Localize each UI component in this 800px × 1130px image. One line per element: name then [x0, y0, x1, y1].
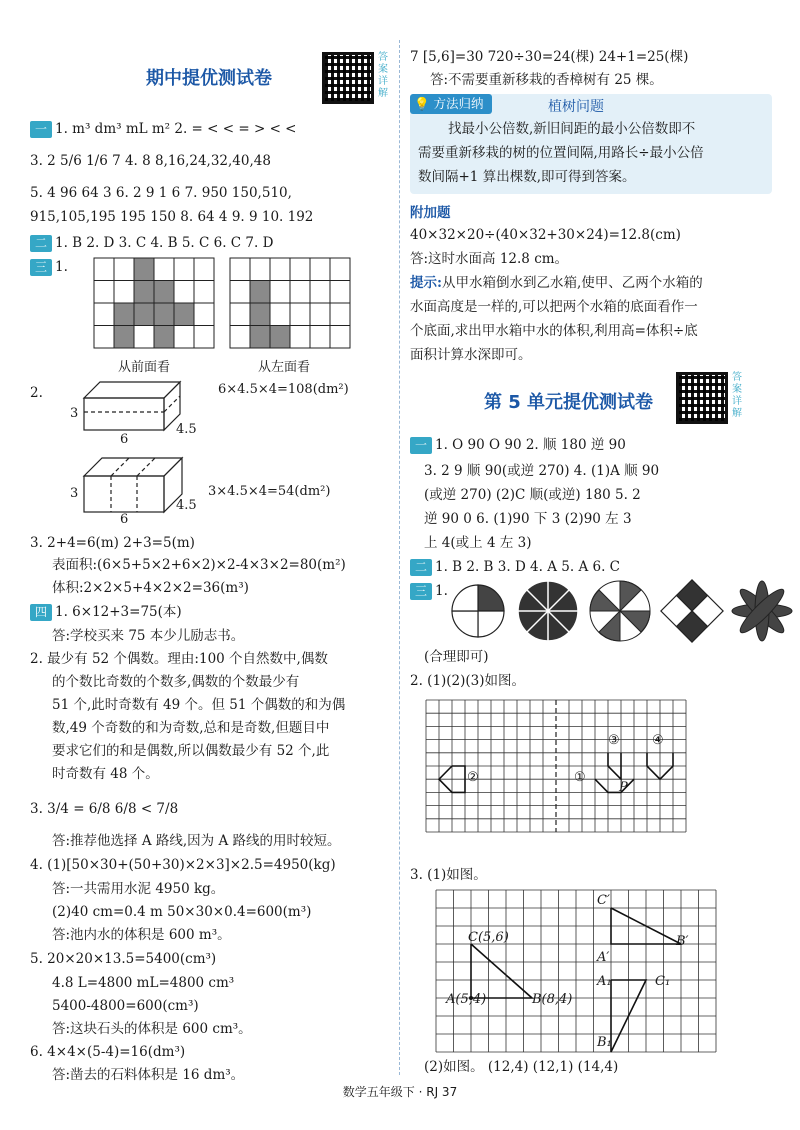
q3-line1: 3. 2+4=6(m) 2+3=5(m) — [30, 535, 195, 551]
qr-code — [322, 52, 374, 104]
left-view-caption: 从左面看 — [258, 360, 311, 375]
s4-line10: 答:推荐他选择 A 路线,因为 A 路线的用时较短。 — [52, 833, 341, 849]
cuboid-2-formula: 3×4.5×4=54(dm²) — [208, 484, 331, 499]
q3-line2: (2)如图。 (12,4) (12,1) (14,4) — [424, 1059, 619, 1075]
tip-line1: 找最小公倍数,新旧间距的最小公倍数即不 — [448, 121, 696, 137]
s4-line12: 答:一共需用水泥 4950 kg。 — [52, 881, 225, 897]
section-badge: 四 — [30, 604, 52, 621]
s4-line5: 51 个,此时奇数有 49 个。但 51 个偶数的和为偶 — [52, 697, 346, 713]
coordinate-grid — [436, 890, 716, 1052]
tip-line2: 需要重新移栽的树的位置间隔,用路长÷最小公倍 — [418, 145, 704, 161]
column-divider — [399, 40, 400, 1075]
section-badge: 二 — [410, 559, 432, 576]
extra-title: 附加题 — [410, 205, 451, 221]
point-a1: A₁ — [597, 974, 612, 989]
section-badge: 二 — [30, 235, 52, 252]
page-footer: 数学五年级下 · RJ 37 — [342, 1085, 458, 1099]
hint-line3: 个底面,求出甲水箱中水的体积,利用高=体积÷底 — [410, 323, 698, 339]
grid-label-2: ② — [467, 770, 479, 785]
tip-line3: 数间隔+1 算出棵数,即可得到答案。 — [418, 169, 636, 185]
cuboid-1-depth: 4.5 — [176, 422, 197, 437]
point-c-prime: C′ — [597, 893, 610, 908]
grid-label-1: ① — [574, 770, 586, 785]
s4-line9: 3. 3/4 = 6/8 6/8 < 7/8 — [30, 801, 179, 817]
s4-line1: 四 1. 6×12+3=75(本) — [30, 603, 182, 621]
section-badge: 一 — [410, 437, 432, 454]
point-c1: C₁ — [655, 974, 671, 989]
u-s2-line: 二 1. B 2. B 3. D 4. A 5. A 6. C — [410, 558, 620, 576]
unit5-title: 第 5 单元提优测试卷 — [484, 392, 654, 413]
s4-line19: 6. 4×4×(5-4)=16(dm³) — [30, 1044, 186, 1060]
r-line1: 7 [5,6]=30 720÷30=24(棵) 24+1=25(棵) — [410, 49, 689, 65]
s4-line20: 答:凿去的石料体积是 16 dm³。 — [52, 1067, 245, 1083]
q2-line: 2. (1)(2)(3)如图。 — [410, 673, 526, 689]
grid-label-3: ③ — [608, 733, 620, 748]
reasonable-note: (合理即可) — [424, 649, 489, 665]
point-b: B(8,4) — [532, 992, 573, 1007]
u-s3-line: 三 1. — [410, 582, 448, 600]
left-view-grid — [230, 258, 350, 348]
s4-line16: 4.8 L=4800 mL=4800 cm³ — [52, 975, 235, 991]
s4-line17: 5400-4800=600(cm³) — [52, 998, 199, 1014]
u-line2: 3. 2 9 顺 90(或逆 270) 4. (1)A 顺 90 — [424, 463, 660, 479]
cuboid-1-formula: 6×4.5×4=108(dm²) — [218, 382, 349, 397]
u-line5: 上 4(或上 4 左 3) — [424, 535, 532, 551]
hint-line4: 面积计算水深即可。 — [410, 347, 532, 363]
q3-line3: 体积:2×2×5+4×2×2=36(m³) — [52, 580, 249, 596]
q3-line2: 表面积:(6×5+5×2+6×2)×2-4×3×2=80(m²) — [52, 557, 346, 573]
hint-line1: 提示:从甲水箱倒水到乙水箱,使甲、乙两个水箱的 — [410, 275, 703, 291]
cuboid-2-depth: 4.5 — [176, 498, 197, 513]
qr-code-2 — [676, 372, 728, 424]
s4-line2: 答:学校买来 75 本少儿励志书。 — [52, 628, 245, 644]
s4-line4: 的个数比奇数的个数多,偶数的个数最少有 — [52, 674, 300, 690]
u-line4: 逆 90 0 6. (1)90 下 3 (2)90 左 3 — [424, 511, 632, 527]
s4-line13: (2)40 cm=0.4 m 50×30×0.4=600(m³) — [52, 904, 312, 920]
q3-line: 3. (1)如图。 — [410, 867, 487, 883]
translation-grid — [426, 700, 686, 832]
s4-line11: 4. (1)[50×30+(50+30)×2×3]×2.5=4950(kg) — [30, 857, 336, 873]
rotation-figures — [448, 578, 778, 644]
s4-line3: 2. 最少有 52 个偶数。理由:100 个自然数中,偶数 — [30, 651, 328, 667]
extra-line1: 40×32×20÷(40×32+30×24)=12.8(cm) — [410, 227, 681, 243]
cuboid-1-width: 6 — [120, 432, 129, 447]
u-line1: 一 1. O 90 O 90 2. 顺 180 逆 90 — [410, 436, 626, 454]
s4-line18: 答:这块石头的体积是 600 cm³。 — [52, 1021, 252, 1037]
s1-line1: 一 1. m³ dm³ mL m² 2. = < < = > < < — [30, 120, 296, 138]
point-c: C(5,6) — [468, 930, 509, 945]
point-b-prime: B′ — [676, 934, 689, 949]
method-box-header: 💡 方法归纳 — [410, 94, 492, 114]
s1-line2: 3. 2 5/6 1/6 7 4. 8 8,16,24,32,40,48 — [30, 153, 271, 169]
r-line2: 答:不需要重新移栽的香樟树有 25 棵。 — [430, 72, 663, 88]
qr-caption-2: 答案详解 — [732, 372, 742, 419]
s4-line6: 数,49 个奇数的和为奇数,总和是奇数,但题目中 — [52, 720, 330, 736]
section-badge: 三 — [30, 259, 52, 276]
front-view-grid — [94, 258, 214, 348]
point-b1: B₁ — [597, 1035, 612, 1050]
cuboid-2-width: 6 — [120, 512, 129, 527]
point-a-prime: A′ — [597, 950, 610, 965]
cuboid-1-height: 3 — [70, 406, 79, 421]
s4-line8: 时奇数有 48 个。 — [52, 766, 159, 782]
cuboid-2-height: 3 — [70, 486, 79, 501]
extra-line2: 答:这时水面高 12.8 cm。 — [410, 251, 569, 267]
s1-line4: 915,105,195 195 150 8. 64 4 9. 9 10. 192 — [30, 209, 314, 225]
s3-line1: 三 1. — [30, 258, 68, 276]
page-title: 期中提优测试卷 — [146, 68, 272, 89]
s1-line3: 5. 4 96 64 3 6. 2 9 1 6 7. 950 150,510, — [30, 185, 292, 201]
s4-line15: 5. 20×20×13.5=5400(cm³) — [30, 951, 217, 967]
hint-line2: 水面高度是一样的,可以把两个水箱的底面看作一 — [410, 299, 698, 315]
front-view-caption: 从前面看 — [118, 360, 171, 375]
q2-label: 2. — [30, 385, 43, 401]
section-badge: 三 — [410, 583, 432, 600]
section-badge: 一 — [30, 121, 52, 138]
method-box-topic: 植树问题 — [548, 99, 604, 115]
s4-line7: 要求它们的和是偶数,所以偶数最少有 52 个,此 — [52, 743, 330, 759]
s2-line1: 二 1. B 2. D 3. C 4. B 5. C 6. C 7. D — [30, 234, 273, 252]
s4-line14: 答:池内水的体积是 600 m³。 — [52, 927, 231, 943]
point-a: A(5,4) — [446, 992, 487, 1007]
qr-caption: 答案详解 — [378, 52, 388, 99]
u-line3: (或逆 270) (2)C 顺(或逆) 180 5. 2 — [424, 487, 641, 503]
grid-label-4: ④ — [652, 733, 664, 748]
grid-label-p: P — [619, 780, 628, 795]
